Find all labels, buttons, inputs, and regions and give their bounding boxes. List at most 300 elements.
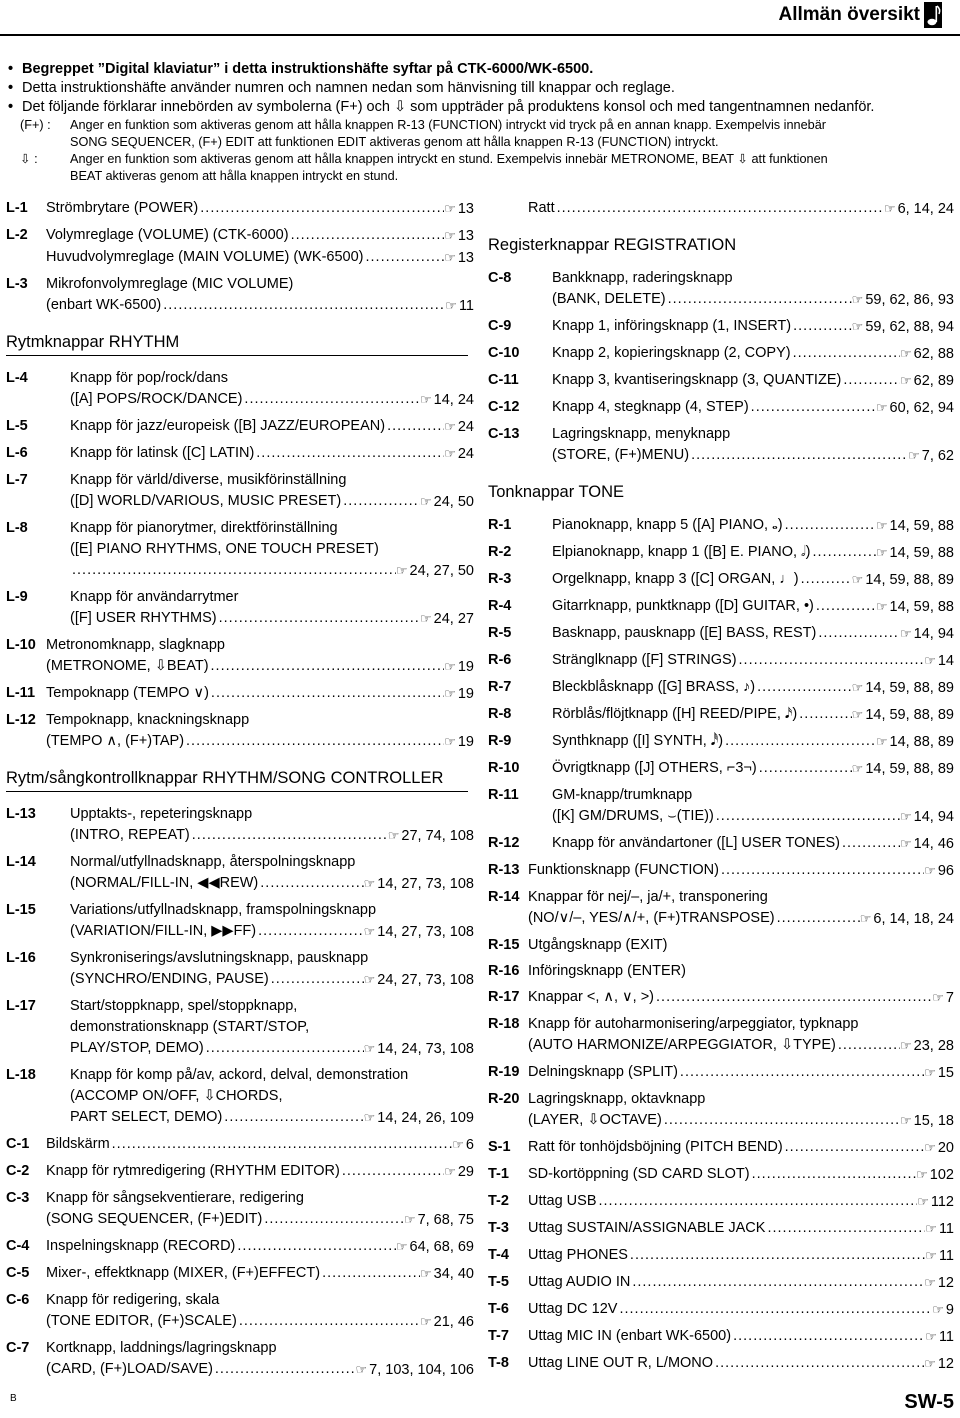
entry-label: Variations/utfyllnadsknapp, framspolningsknapp: [70, 902, 377, 918]
page-reference: [924, 1137, 954, 1159]
entry-body: [552, 316, 954, 338]
index-entry: [6, 416, 474, 438]
pointing-hand-icon: ☞: [444, 446, 456, 461]
entry-line: [70, 1065, 474, 1086]
entry-label: Delningsknapp (SPLIT): [528, 1064, 678, 1080]
entry-code: C-11: [488, 372, 519, 388]
page-reference: [452, 1134, 474, 1156]
entry-line: [528, 1272, 954, 1294]
page-numbers: 13: [457, 250, 474, 266]
page-numbers: 34, 40: [433, 1266, 474, 1282]
entry-label: (STORE, (F+)MENU): [552, 447, 690, 463]
entry-code: R-4: [488, 598, 512, 614]
pointing-hand-icon: ☞: [875, 734, 888, 749]
dot-leader: [775, 908, 860, 930]
page-reference: [900, 623, 954, 645]
dot-leader: [341, 491, 420, 513]
entry-label: Kortknapp, laddnings/lagringsknapp: [46, 1340, 277, 1356]
entry-line: [552, 289, 954, 311]
entry-label: Funktionsknapp (FUNCTION): [528, 862, 719, 878]
page-reference: [924, 650, 954, 672]
entry-line: [70, 518, 474, 539]
page-numbers: 11: [938, 1248, 954, 1264]
entry-label: Volymreglage (VOLUME) (CTK-6000): [46, 227, 289, 243]
dot-leader: [363, 247, 444, 269]
entry-code: L-12: [6, 712, 36, 728]
pointing-hand-icon: ☞: [859, 911, 872, 926]
page-reference: [444, 683, 474, 705]
page-reference: [932, 987, 954, 1009]
dot-leader: [757, 758, 852, 780]
dot-leader: [256, 921, 363, 943]
pointing-hand-icon: ☞: [924, 863, 936, 878]
music-note-icon: [924, 2, 942, 28]
page-numbers: 11: [938, 1329, 954, 1345]
dot-leader: [320, 1263, 420, 1285]
page-reference: [444, 443, 474, 465]
entry-line: [70, 539, 474, 560]
pointing-hand-icon: ☞: [444, 250, 456, 265]
pointing-hand-icon: ☞: [355, 1362, 368, 1377]
index-entry: [488, 650, 954, 672]
entry-line: [46, 1338, 474, 1359]
entry-line: [46, 1311, 474, 1333]
index-entry: [6, 1236, 474, 1258]
page-reference: [444, 731, 474, 753]
entry-label: Uttag PHONES: [528, 1247, 628, 1263]
page-reference: [444, 416, 474, 438]
entry-code: L-8: [6, 520, 28, 536]
page-reference: [852, 758, 954, 780]
pointing-hand-icon: ☞: [916, 1167, 928, 1182]
entry-code: L-10: [6, 637, 36, 653]
entry-line: [528, 1035, 954, 1057]
section-heading: Rytm/sångkontrollknappar RHYTHM/SONG CONTROLLER: [6, 767, 468, 792]
pointing-hand-icon: ☞: [932, 990, 944, 1005]
dot-leader: [783, 1137, 925, 1159]
page-numbers: 24, 50: [433, 494, 474, 510]
page-numbers: 102: [929, 1167, 954, 1183]
entry-code: R-10: [488, 760, 520, 776]
index-entry: [488, 397, 954, 419]
pointing-hand-icon: ☞: [924, 1140, 936, 1155]
pointing-hand-icon: ☞: [924, 653, 936, 668]
pointing-hand-icon: ☞: [851, 572, 864, 587]
entry-body: [528, 1272, 954, 1294]
page-reference: [876, 515, 954, 537]
entry-label: ([D] WORLD/VARIOUS, MUSIC PRESET): [70, 493, 342, 509]
dot-leader: [555, 198, 884, 220]
entry-line: [552, 650, 954, 672]
pointing-hand-icon: ☞: [363, 1041, 376, 1056]
entry-label: Basknapp, pausknapp ([E] BASS, REST): [552, 625, 817, 641]
page-numbers: 11: [938, 1221, 954, 1237]
entry-body: [46, 225, 474, 269]
entry-body: [70, 416, 474, 438]
entry-line: [552, 515, 954, 537]
index-entry: [6, 900, 474, 943]
entry-line: [552, 833, 954, 855]
entry-line: [528, 1245, 954, 1267]
index-entry: [488, 935, 954, 956]
entry-label: Tempoknapp (TEMPO ∨): [46, 685, 209, 701]
entry-line: [70, 416, 474, 438]
index-entry: [488, 316, 954, 338]
entry-label: Bleckblåsknapp ([G] BRASS, ♪): [552, 679, 756, 695]
dot-leader: [723, 731, 876, 753]
entry-line: [528, 1137, 954, 1159]
pointing-hand-icon: ☞: [444, 419, 456, 434]
entry-label: Införingsknapp (ENTER): [528, 963, 686, 979]
entry-label: Knapp för autoharmonisering/arpeggiator, typknapp: [528, 1016, 859, 1032]
entry-body: [552, 424, 954, 467]
entry-body: [552, 785, 954, 828]
index-entry: [488, 542, 954, 564]
entry-label: Elpianoknapp, knapp 1 ([B] E. PIANO, 𝅗𝅥): [552, 544, 811, 560]
page-reference: [900, 1110, 954, 1132]
page-reference: [364, 1107, 474, 1129]
entry-line: [46, 635, 474, 656]
entry-code: T-5: [488, 1274, 509, 1290]
entry-line: [46, 274, 474, 295]
dot-leader: [289, 225, 445, 247]
entry-label: Knapp för användartoner ([L] USER TONES): [552, 835, 840, 851]
pointing-hand-icon: ☞: [932, 1302, 944, 1317]
entry-body: [528, 1089, 954, 1132]
page-numbers: 6: [465, 1137, 474, 1153]
entry-label: Knapp 1, införingsknapp (1, INSERT): [552, 318, 792, 334]
dot-leader: [816, 623, 900, 645]
entry-line: [528, 1164, 954, 1186]
dot-leader: [254, 443, 444, 465]
page-reference: [445, 295, 474, 317]
entry-body: [46, 1338, 474, 1381]
page-reference: [364, 921, 474, 943]
pointing-hand-icon: ☞: [363, 1110, 376, 1125]
index-entry: [488, 1245, 954, 1267]
entry-label: Synthknapp ([I] SYNTH, 𝅘𝅥𝅰): [552, 733, 724, 749]
entry-label: PLAY/STOP, DEMO): [70, 1040, 204, 1056]
entry-line: [70, 852, 474, 873]
entry-line: [528, 860, 954, 882]
entry-label: Uttag USB: [528, 1193, 597, 1209]
entry-code: L-9: [6, 589, 28, 605]
entry-body: [552, 515, 954, 537]
page-reference: [852, 316, 954, 338]
entry-line: [70, 491, 474, 513]
entry-label: Knapp för användarrytmer: [70, 589, 239, 605]
entry-body: [46, 1263, 474, 1285]
dot-leader: [841, 370, 900, 392]
entry-line: [528, 887, 954, 908]
entry-label: (TEMPO ∧, (F+)TAP): [46, 733, 185, 749]
index-entry: [6, 804, 474, 847]
pointing-hand-icon: ☞: [445, 298, 457, 313]
page-numbers: 19: [457, 659, 474, 675]
entry-label: Knapp för komp på/av, ackord, delval, demonstration: [70, 1067, 409, 1083]
entry-code: R-1: [488, 517, 512, 533]
entry-label: (ACCOMP ON/OFF, ⇩CHORDS,: [70, 1088, 283, 1104]
index-entry: [488, 887, 954, 930]
index-entry: [488, 833, 954, 855]
entry-body: [528, 1137, 954, 1159]
entry-body: [70, 852, 474, 895]
index-entry: [6, 1290, 474, 1333]
dot-leader: [666, 289, 852, 311]
entry-line: [528, 987, 954, 1009]
entry-label: (METRONOME, ⇩BEAT): [46, 658, 209, 674]
pointing-hand-icon: ☞: [420, 1266, 432, 1281]
index-entry: [6, 948, 474, 991]
entry-code: R-6: [488, 652, 512, 668]
entry-line: [70, 804, 474, 825]
entry-body: [552, 569, 954, 591]
entry-label: Lagringsknapp, menyknapp: [552, 426, 731, 442]
intro-bullet: • Detta instruktionshäfte använder numren och namnen nedan som hänvisning till knappar och reglage.: [8, 80, 675, 96]
index-entry: [488, 198, 954, 220]
dot-leader: [713, 1353, 924, 1375]
page-numbers: 14, 94: [913, 809, 954, 825]
index-entry: [6, 1263, 474, 1285]
page-reference: [420, 389, 474, 411]
page-numbers: 62, 88: [913, 346, 954, 362]
entry-code: R-16: [488, 963, 520, 979]
dot-leader: [750, 1164, 917, 1186]
entry-label: Bildskärm: [46, 1136, 110, 1152]
entry-body: [46, 274, 474, 317]
entry-label: Stränglknapp ([F] STRINGS): [552, 652, 737, 668]
page-numbers: 15: [937, 1065, 954, 1081]
entry-body: [528, 1164, 954, 1186]
index-entry: [488, 343, 954, 365]
page-reference: [917, 1191, 954, 1213]
index-entry: [6, 518, 474, 582]
dot-leader: [662, 1110, 900, 1132]
page-numbers: 9: [945, 1302, 954, 1318]
entry-label: (BANK, DELETE): [552, 291, 666, 307]
entry-label: Ratt för tonhöjdsböjning (PITCH BEND): [528, 1139, 783, 1155]
dot-leader: [791, 316, 852, 338]
pointing-hand-icon: ☞: [420, 494, 432, 509]
index-entry: [488, 1137, 954, 1159]
page-numbers: 6, 14, 18, 24: [873, 911, 954, 927]
entry-label: Knapp för latinsk ([C] LATIN): [70, 445, 255, 461]
entry-body: [528, 1062, 954, 1084]
entry-label: (NORMAL/FILL-IN, ◀◀REW): [70, 875, 259, 891]
entry-line: [70, 1038, 474, 1060]
dot-leader: [797, 704, 851, 726]
pointing-hand-icon: ☞: [444, 686, 456, 701]
entry-code: T-7: [488, 1328, 509, 1344]
entry-label: Uttag DC 12V: [528, 1301, 618, 1317]
pointing-hand-icon: ☞: [452, 1137, 464, 1152]
page-reference: [364, 969, 474, 991]
pointing-hand-icon: ☞: [925, 1329, 937, 1344]
entry-label: (enbart WK-6500): [46, 297, 162, 313]
entry-body: [528, 1218, 954, 1240]
entry-code: T-4: [488, 1247, 509, 1263]
page-reference: [900, 806, 954, 828]
entry-line: [528, 1014, 954, 1035]
entry-body: [70, 443, 474, 465]
page-numbers: 14, 94: [913, 626, 954, 642]
entry-code: C-9: [488, 318, 512, 334]
dot-leader: [836, 1035, 900, 1057]
page-numbers: 14, 24, 26, 109: [377, 1110, 474, 1126]
dot-leader: [714, 806, 900, 828]
entry-body: [552, 677, 954, 699]
page-numbers: 11: [458, 298, 474, 314]
dot-leader: [242, 389, 420, 411]
entry-label: ([E] PIANO RHYTHMS, ONE TOUCH PRESET): [70, 541, 379, 557]
index-entry: [488, 731, 954, 753]
entry-code: L-18: [6, 1067, 36, 1083]
dot-leader: [262, 1209, 404, 1231]
pointing-hand-icon: ☞: [420, 1314, 432, 1329]
pointing-hand-icon: ☞: [395, 563, 408, 578]
entry-line: [552, 445, 954, 467]
entry-label: (SONG SEQUENCER, (F+)EDIT): [46, 1211, 263, 1227]
pointing-hand-icon: ☞: [444, 734, 456, 749]
index-entry: [488, 1014, 954, 1057]
entry-label: Pianoknapp, knapp 5 ([A] PIANO, 𝅝): [552, 517, 783, 533]
index-entry: [6, 470, 474, 513]
entry-code: R-17: [488, 989, 520, 1005]
page-numbers: 14, 46: [913, 836, 954, 852]
entry-label: Uttag LINE OUT R, L/MONO: [528, 1355, 714, 1371]
entry-code: C-3: [6, 1190, 30, 1206]
pointing-hand-icon: ☞: [908, 448, 920, 463]
entry-label: PART SELECT, DEMO): [70, 1109, 223, 1125]
dot-leader: [340, 1161, 444, 1183]
entry-label: Knapp för jazz/europeisk ([B] JAZZ/EUROPEAN): [70, 418, 386, 434]
dot-leader: [628, 1245, 925, 1267]
index-entry: [6, 274, 474, 317]
entry-line: [46, 731, 474, 753]
page-reference: [900, 343, 954, 365]
entry-line: [70, 443, 474, 465]
page-reference: [916, 1164, 954, 1186]
page-reference: [444, 1161, 474, 1183]
index-entry: [6, 1161, 474, 1183]
entry-label: ([K] GM/DRUMS, ⌣(TIE)): [552, 808, 714, 824]
page-numbers: 12: [937, 1275, 954, 1291]
entry-code: L-6: [6, 445, 28, 461]
index-entry: [488, 1218, 954, 1240]
entry-body: [46, 1134, 474, 1156]
entry-line: [46, 1188, 474, 1209]
entry-code: T-6: [488, 1301, 509, 1317]
page-reference: [364, 1038, 474, 1060]
index-entry: [488, 1353, 954, 1375]
entry-line: [528, 1110, 954, 1132]
entry-code: T-3: [488, 1220, 509, 1236]
index-entry: [488, 515, 954, 537]
index-entry: [488, 596, 954, 618]
pointing-hand-icon: ☞: [875, 518, 888, 533]
page-numbers: 6, 14, 24: [897, 201, 954, 217]
page-reference: [876, 397, 954, 419]
entry-line: [46, 247, 474, 269]
pointing-hand-icon: ☞: [387, 828, 400, 843]
entry-line: [46, 1290, 474, 1311]
entry-body: [528, 961, 954, 982]
entry-line: [70, 368, 474, 389]
entry-code: R-15: [488, 937, 520, 953]
dot-leader: [190, 825, 388, 847]
page-numbers: 14, 88, 89: [889, 734, 954, 750]
entry-label: Rörblås/flöjtknapp ([H] REED/PIPE, 𝅘𝅥𝅯): [552, 706, 798, 722]
entry-line: [70, 1017, 474, 1038]
page-numbers: 7, 103, 104, 106: [369, 1362, 474, 1378]
entry-line: [46, 1236, 474, 1258]
entry-body: [552, 623, 954, 645]
page-numbers: 14, 59, 88, 89: [865, 707, 954, 723]
page-reference: [420, 608, 474, 630]
page-reference: [900, 370, 954, 392]
entry-line: [528, 1326, 954, 1348]
page-reference: [388, 825, 474, 847]
entry-line: [46, 656, 474, 678]
pointing-hand-icon: ☞: [917, 1194, 929, 1209]
entry-label: Synkroniserings/avslutningsknapp, pausknapp: [70, 950, 369, 966]
page-reference: [924, 1353, 954, 1375]
pointing-hand-icon: ☞: [444, 228, 456, 243]
intro-section: [8, 60, 953, 185]
entry-line: [552, 731, 954, 753]
index-entry: [6, 225, 474, 269]
index-entry: [488, 961, 954, 982]
entry-body: [46, 1161, 474, 1183]
page-numbers: 7: [945, 990, 954, 1006]
entry-line: [528, 1062, 954, 1084]
entry-code: C-6: [6, 1292, 30, 1308]
pointing-hand-icon: ☞: [851, 292, 864, 307]
page-reference: [444, 225, 474, 247]
entry-line: [528, 1353, 954, 1375]
entry-label: demonstrationsknapp (START/STOP,: [70, 1019, 310, 1035]
entry-label: Knapp för rytmredigering (RHYTHM EDITOR): [46, 1163, 340, 1179]
entry-line: [552, 677, 954, 699]
entry-label: (INTRO, REPEAT): [70, 827, 190, 843]
entry-line: [528, 1218, 954, 1240]
entry-line: [70, 389, 474, 411]
section-heading: Tonknappar TONE: [488, 483, 625, 501]
pointing-hand-icon: ☞: [403, 1212, 416, 1227]
entry-line: [552, 785, 954, 806]
entry-code: L-11: [6, 685, 36, 701]
index-entry: [488, 758, 954, 780]
entry-line: [46, 225, 474, 247]
entry-code: L-5: [6, 418, 28, 434]
entry-line: [70, 873, 474, 895]
page-numbers: 7, 62: [921, 448, 954, 464]
entry-line: [552, 806, 954, 828]
page-reference: [900, 1035, 954, 1057]
index-entry: [488, 1326, 954, 1348]
page-reference: [925, 1245, 954, 1267]
symbol-definition-function: (F+) : Anger en funktion som aktiveras genom att hålla knappen R-13 (FUNCTION) intryckt vid tryck på en annan knapp. Exempelvis innebär: [20, 118, 826, 132]
page-reference: [364, 873, 474, 895]
entry-code: R-18: [488, 1016, 520, 1032]
index-entry: [6, 587, 474, 630]
entry-label: Orgelknapp, knapp 3 ([C] ORGAN, ♩): [552, 571, 799, 587]
page-numbers: 14, 59, 88: [889, 518, 954, 534]
section-heading: Rytmknappar RHYTHM: [6, 331, 468, 356]
left-column: [6, 198, 474, 1386]
dot-leader: [814, 596, 876, 618]
page-numbers: 112: [930, 1194, 954, 1210]
